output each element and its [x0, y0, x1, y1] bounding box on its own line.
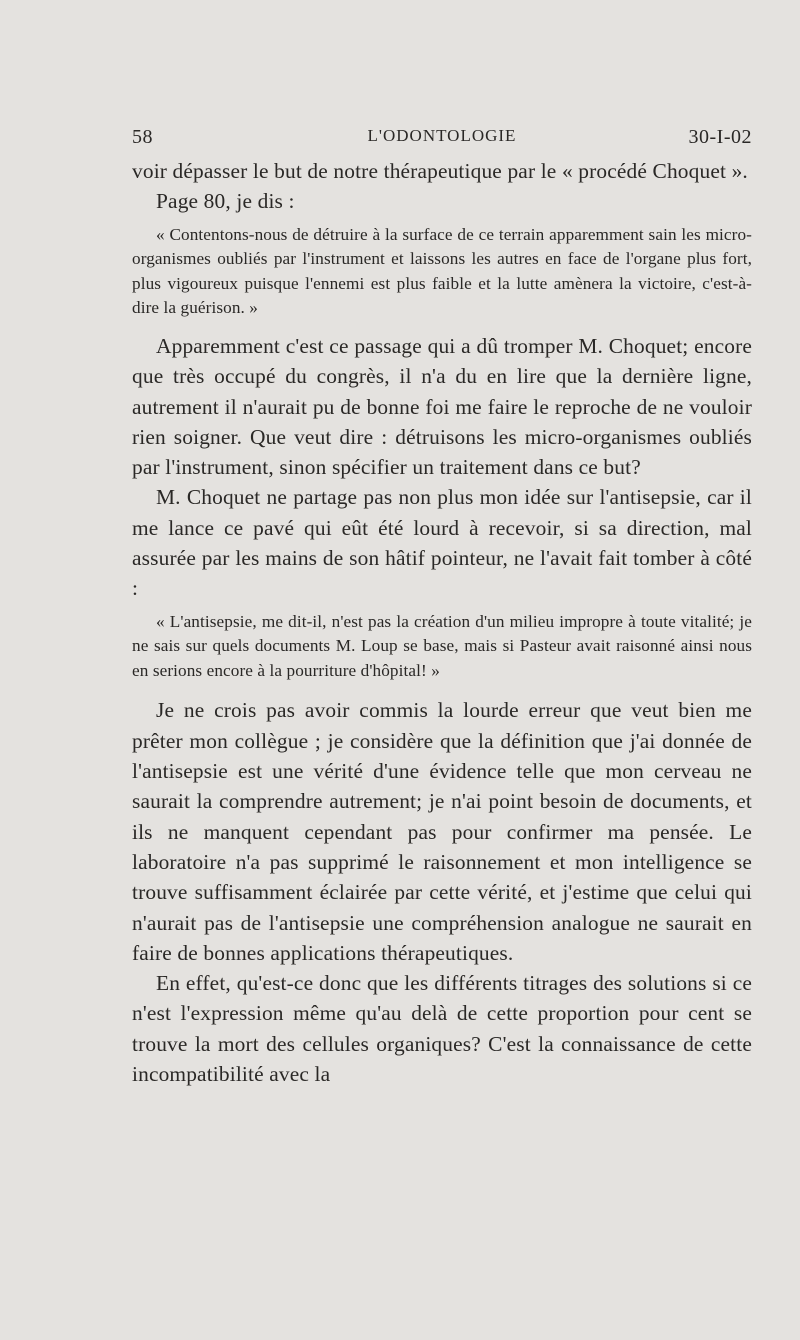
running-header	[132, 126, 752, 156]
paragraph-page-reference: Page 80, je dis :	[156, 189, 295, 214]
block-quote-author: « Contentons-nous de détruire à la surface de ce terrain apparemment sain les micro-organismes oubliés par l'instrument et laissons les autres en face de l'organe plus fort, plus vigoureux puisque l'ennemi est plus faible et la lutte amènera la victoire, c'est-à-dire la guérison. »	[132, 224, 752, 318]
page-number: 58	[132, 126, 153, 148]
book-page	[132, 126, 752, 1089]
paragraph-titrages: En effet, qu'est-ce donc que les différents titrages des solutions si ce n'est l'expression même qu'au delà de cette proportion pour cent se trouve la mort des cellules organiques? C'est la connaissance de cette incompatibilité avec la	[132, 971, 752, 1086]
block-quote-choquet: « L'antisepsie, me dit-il, n'est pas la création d'un milieu impropre à toute vitalité; je ne sais sur quels documents M. Loup se base, mais si Pasteur avait raisonné ainsi nous en serions encore à la pourriture d'hôpital! »	[132, 611, 752, 680]
paragraph-choquet-passage: Apparemment c'est ce passage qui a dû tromper M. Choquet; encore que très occupé du congrès, il n'a du en lire que la dernière ligne, autrement il n'aurait pu de bonne foi me faire le reproche de ne vouloir rien soigner. Que veut dire : détruisons les micro-organismes oubliés par l'instrument, sinon spécifier un traitement dans ce but?	[132, 333, 752, 480]
paragraph-response: Je ne crois pas avoir commis la lourde erreur que veut bien me prêter mon collègue ; je considère que la définition que j'ai donnée de l'antisepsie est une vérité d'une évidence telle que mon cerveau ne saurait la comprendre autrement; je n'ai point besoin de documents, et ils ne manquent cependant pas pour confirmer ma pensée. Le laboratoire n'a pas supprimé le raisonnement et mon intelligence se trouve suffisamment éclairée par cette vérité, et j'estime que celui qui n'aurait pas de l'antisepsie une compréhension analogue ne saurait en faire de bonnes applications thérapeutiques.	[132, 698, 752, 965]
paragraph-continued: voir dépasser le but de notre thérapeutique par le « procédé Choquet ».	[132, 159, 748, 183]
paragraph-antisepsie: M. Choquet ne partage pas non plus mon idée sur l'antisepsie, car il me lance ce pavé qui eût été lourd à recevoir, si sa direction, mal assurée par les mains de son hâtif pointeur, ne l'avait fait tomber à côté :	[132, 485, 752, 601]
journal-title: L'ODONTOLOGIE	[367, 126, 517, 145]
issue-date: 30-I-02	[688, 126, 752, 148]
